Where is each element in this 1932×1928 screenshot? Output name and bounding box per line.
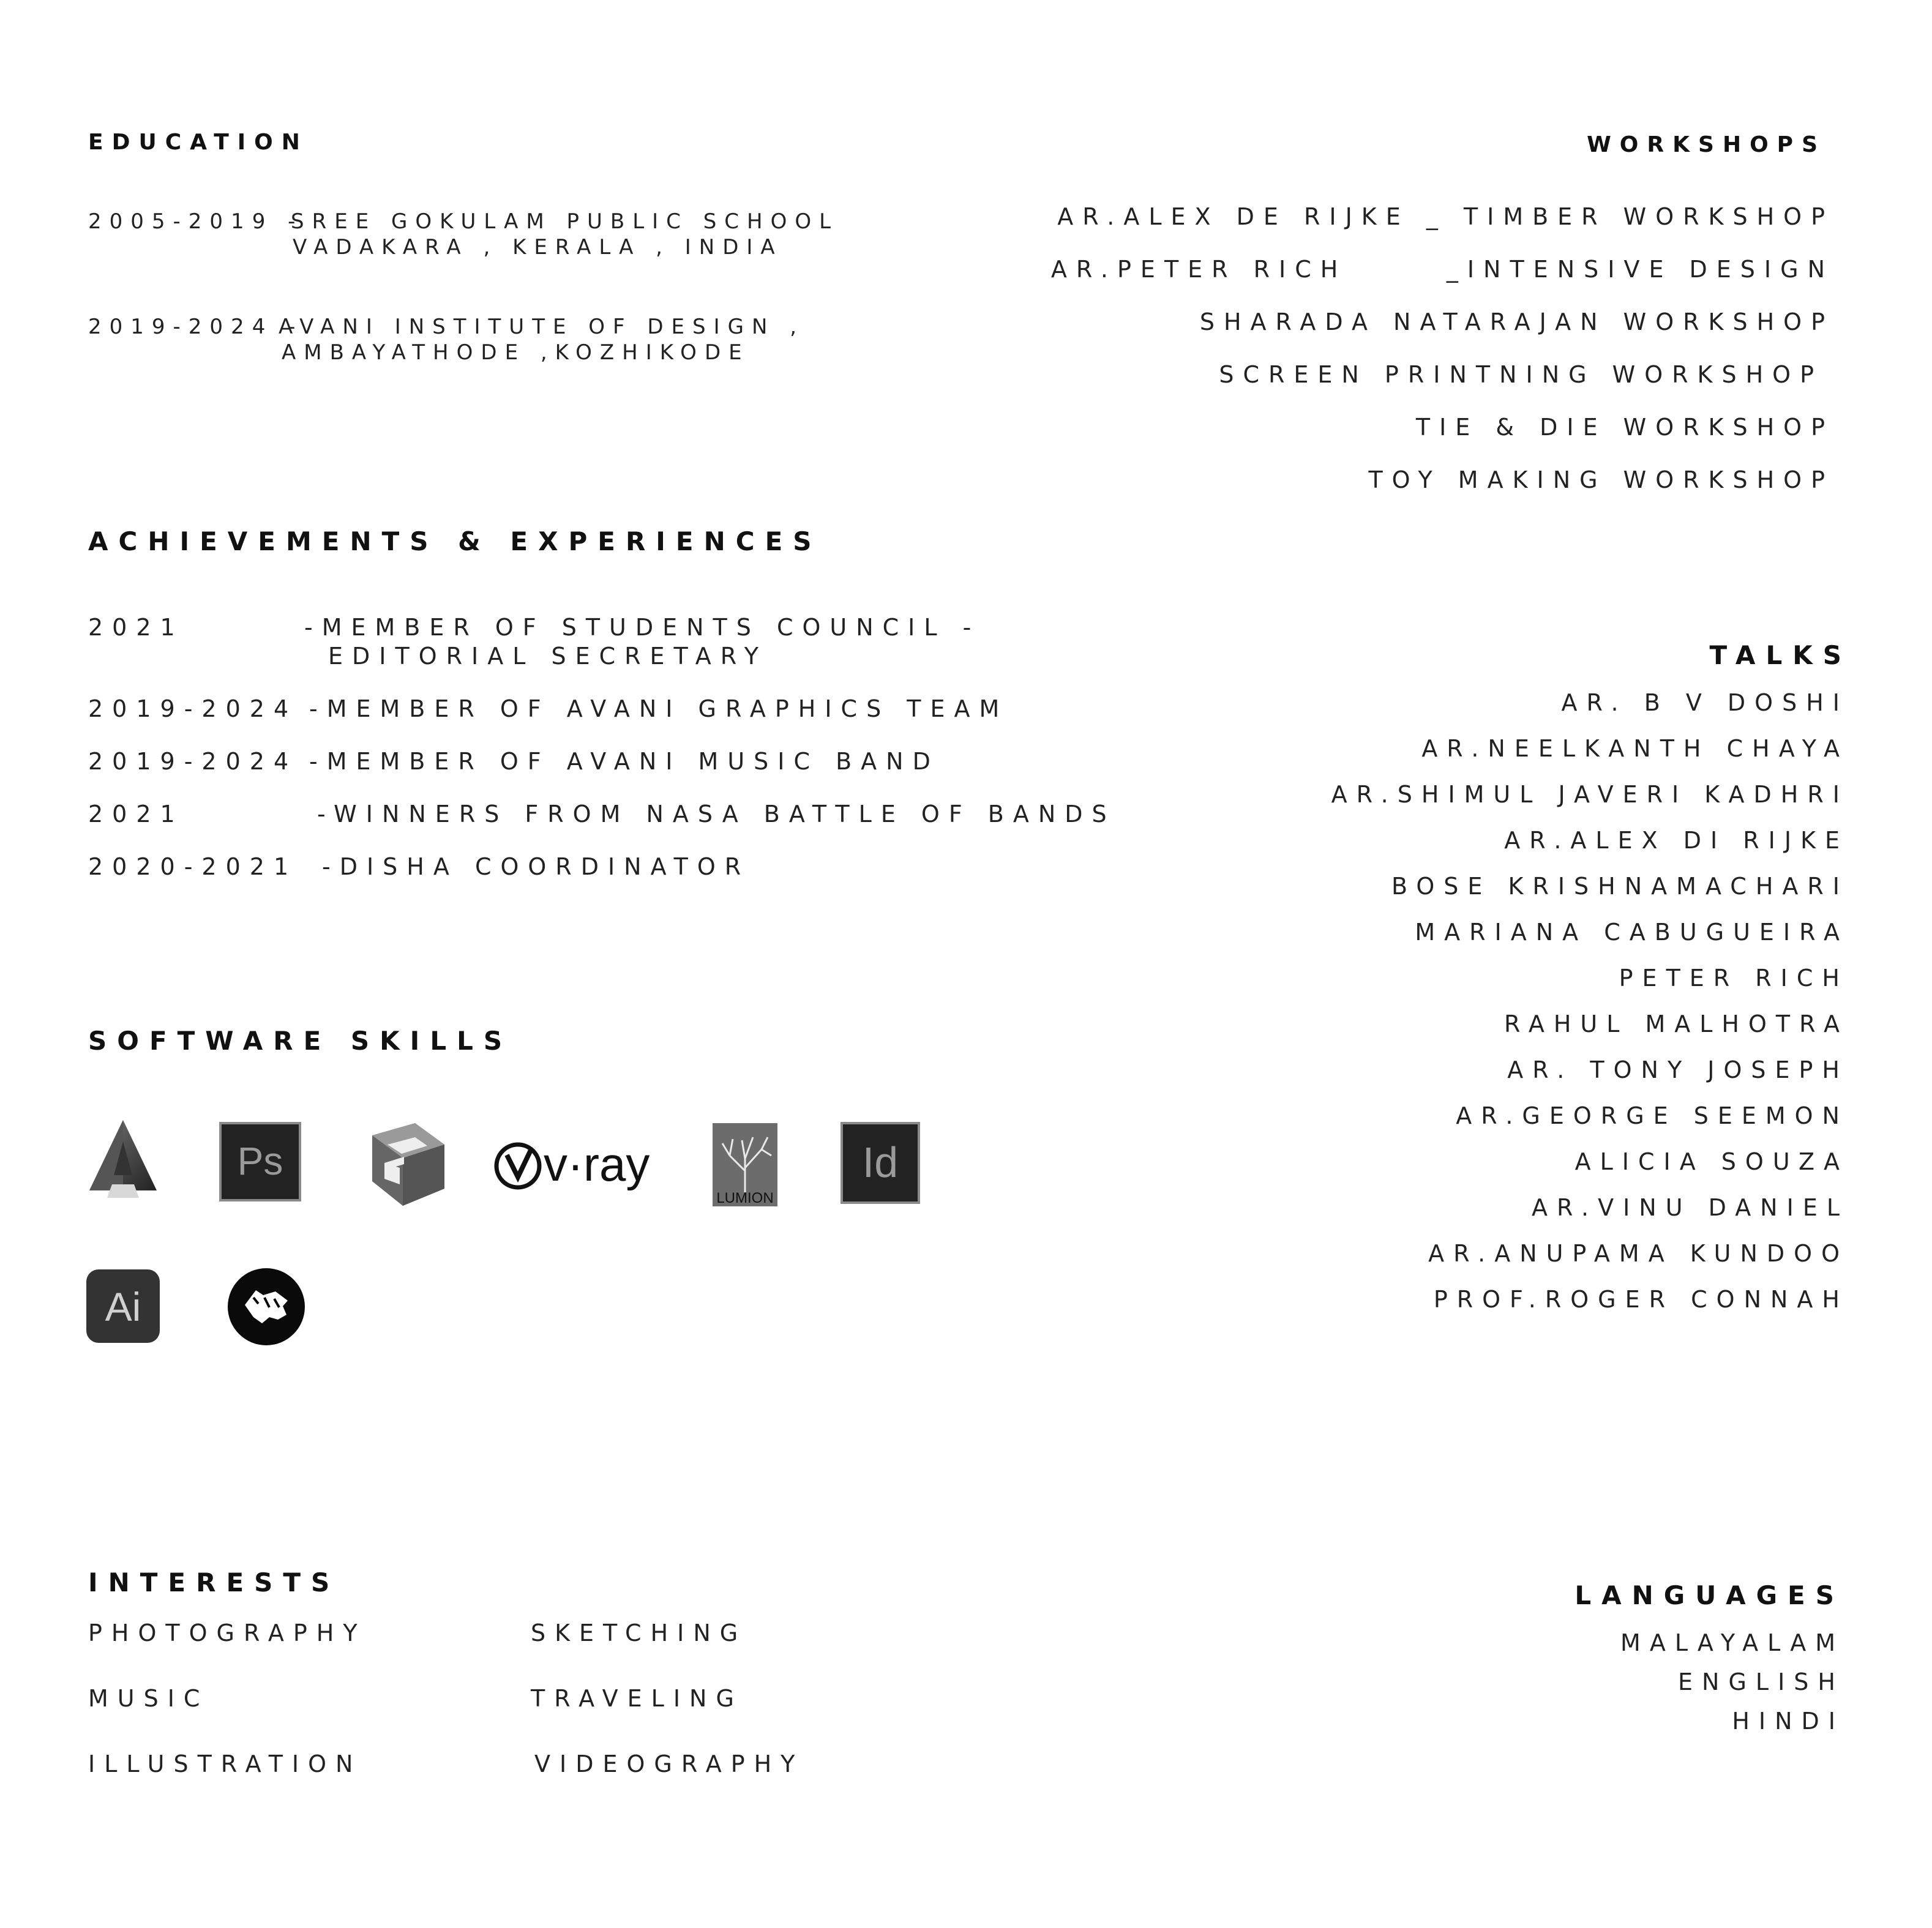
talk-item: AR. B V DOSHI — [1561, 689, 1849, 716]
talk-item: RAHUL MALHOTRA — [1503, 1011, 1849, 1037]
achievement-text: -WINNERS FROM NASA BATTLE OF BANDS — [317, 801, 1116, 828]
education-location: AMBAYATHODE ,KOZHIKODE — [282, 340, 750, 365]
workshop-item: SCREEN PRINTNING WORKSHOP — [1219, 361, 1823, 388]
talk-item: AR.ANUPAMA KUNDOO — [1428, 1240, 1849, 1267]
autocad-icon — [86, 1117, 160, 1203]
achievement-year: 2021 — [88, 614, 184, 641]
talk-item: PROF.ROGER CONNAH — [1433, 1286, 1849, 1313]
achievement-text: -DISHA COORDINATOR — [322, 853, 751, 880]
interest-item: ILLUSTRATION — [88, 1751, 362, 1777]
software-heading: SOFTWARE SKILLS — [88, 1026, 513, 1056]
interest-item: TRAVELING — [531, 1685, 743, 1712]
workshop-item: AR.PETER RICH _INTENSIVE DESIGN — [1050, 256, 1834, 283]
talk-item: AR. TONY JOSEPH — [1507, 1056, 1849, 1083]
talk-item: ALICIA SOUZA — [1574, 1148, 1849, 1175]
language-item: HINDI — [1732, 1708, 1844, 1735]
rhino-icon — [227, 1267, 306, 1347]
vray-icon — [493, 1135, 653, 1197]
achievement-text: -MEMBER OF STUDENTS COUNCIL - — [304, 614, 981, 641]
education-heading: EDUCATION — [88, 130, 309, 155]
talk-item: BOSE KRISHNAMACHARI — [1391, 873, 1849, 900]
illustrator-icon — [85, 1268, 161, 1344]
education-years: 2019-2024 - — [88, 315, 304, 339]
illustrator-label: Ai — [105, 1284, 141, 1329]
talk-item: AR.SHIMUL JAVERI KADHRI — [1331, 781, 1849, 808]
interest-item: PHOTOGRAPHY — [88, 1620, 367, 1646]
talk-item: MARIANA CABUGUEIRA — [1415, 919, 1849, 946]
achievement-text: EDITORIAL SECRETARY — [328, 643, 768, 670]
workshops-heading: WORKSHOPS — [1587, 132, 1826, 157]
achievement-year: 2021 — [88, 801, 184, 828]
workshop-item: SHARADA NATARAJAN WORKSHOP — [1199, 308, 1834, 335]
photoshop-icon — [219, 1122, 301, 1201]
talk-item: AR.VINU DANIEL — [1531, 1194, 1849, 1221]
talk-item: AR.ALEX DI RIJKE — [1504, 827, 1849, 854]
interest-item: MUSIC — [88, 1685, 209, 1712]
achievements-heading: ACHIEVEMENTS & EXPERIENCES — [88, 526, 822, 556]
education-years: 2005-2019 - — [88, 209, 304, 234]
achievement-text: -MEMBER OF AVANI MUSIC BAND — [309, 748, 940, 775]
sketchup-icon — [366, 1120, 448, 1209]
talk-item: AR.GEORGE SEEMON — [1456, 1102, 1849, 1129]
achievement-year: 2019-2024 — [88, 748, 298, 775]
achievement-year: 2019-2024 — [88, 695, 298, 722]
education-school: SREE GOKULAM PUBLIC SCHOOL — [291, 209, 839, 234]
vray-label: v·ray — [544, 1137, 650, 1191]
indesign-label: Id — [862, 1138, 899, 1186]
workshop-item: TIE & DIE WORKSHOP — [1415, 414, 1834, 441]
interest-item: VIDEOGRAPHY — [534, 1751, 804, 1777]
workshop-item: AR.ALEX DE RIJKE _ TIMBER WORKSHOP — [1057, 203, 1834, 230]
language-item: MALAYALAM — [1620, 1629, 1844, 1656]
achievement-year: 2020-2021 — [88, 853, 298, 880]
lumion-icon — [711, 1122, 779, 1208]
education-school: AVANI INSTITUTE OF DESIGN , — [279, 315, 805, 339]
education-location: VADAKARA , KERALA , INDIA — [293, 235, 783, 260]
achievement-text: -MEMBER OF AVANI GRAPHICS TEAM — [309, 695, 1009, 722]
interests-heading: INTERESTS — [88, 1567, 340, 1597]
talk-item: AR.NEELKANTH CHAYA — [1421, 735, 1849, 762]
talk-item: PETER RICH — [1619, 965, 1849, 992]
photoshop-label: Ps — [237, 1139, 283, 1183]
lumion-label: LUMION — [716, 1190, 774, 1206]
talks-heading: TALKS — [1709, 640, 1852, 670]
languages-heading: LANGUAGES — [1574, 1580, 1844, 1610]
indesign-icon — [841, 1122, 920, 1204]
language-item: ENGLISH — [1678, 1668, 1844, 1695]
workshop-item: TOY MAKING WORKSHOP — [1368, 466, 1834, 493]
interest-item: SKETCHING — [531, 1620, 747, 1646]
